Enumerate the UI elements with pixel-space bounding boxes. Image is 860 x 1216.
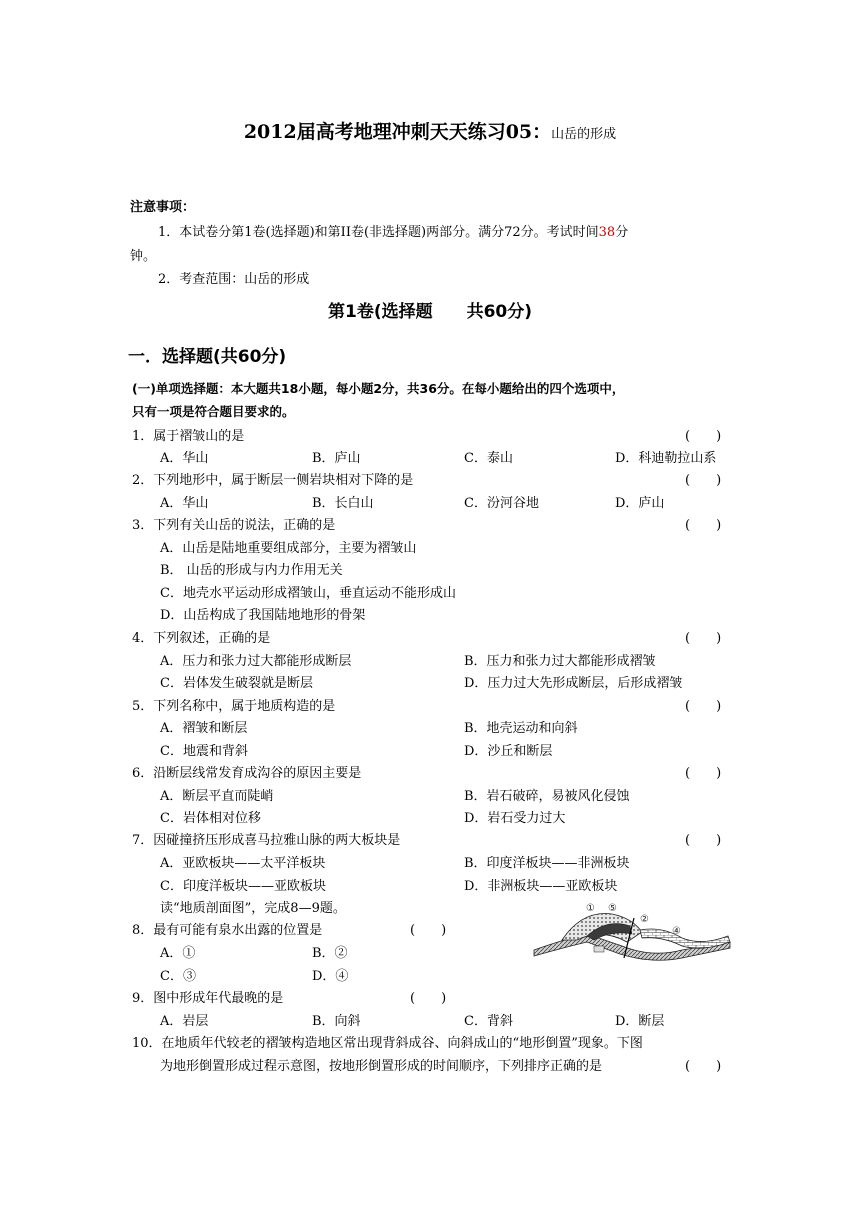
q5-option-a: A．褶皱和断层	[160, 721, 248, 736]
title-sub: 山岳的形成	[551, 127, 617, 142]
notice-line-1-cont: 钟。	[130, 249, 157, 264]
notice-line-1-text: 1．本试卷分第1卷(选择题)和第II卷(非选择题)两部分。满分72分。考试时间	[158, 225, 599, 240]
label-5: ⑤	[608, 903, 617, 914]
title-main: 2012届高考地理冲刺天天练习05：	[243, 121, 552, 143]
q3-stem: 3．下列有关山岳的说法，正确的是	[132, 518, 336, 533]
q8-option-c: C．③	[160, 969, 196, 984]
exam-minutes: 38	[598, 225, 616, 240]
q8-answer-blank: ( )	[410, 923, 447, 938]
q6-answer-blank: ( )	[685, 766, 722, 781]
q3-answer-blank: ( )	[685, 518, 722, 533]
read-instruction: 读“地质剖面图”，完成8—9题。	[160, 901, 346, 916]
q4-option-b: B．压力和张力过大都能形成褶皱	[464, 654, 656, 669]
q6-option-c: C．岩体相对位移	[160, 811, 261, 826]
q2-stem: 2．下列地形中，属于断层一侧岩块相对下降的是	[132, 473, 414, 488]
label-4: ④	[672, 926, 681, 937]
q10-line-2: 为地形倒置形成过程示意图，按地形倒置形成的时间顺序，下列排序正确的是	[160, 1059, 603, 1074]
q1-stem: 1．属于褶皱山的是	[132, 429, 245, 444]
notice-line-2: 2．考查范围：山岳的形成	[158, 272, 310, 287]
q6-stem: 6．沿断层线常发育成沟谷的原因主要是	[132, 766, 362, 781]
q7-stem: 7．因碰撞挤压形成喜马拉雅山脉的两大板块是	[132, 833, 401, 848]
q9-option-a: A．岩层	[160, 1014, 209, 1029]
q5-answer-blank: ( )	[685, 699, 722, 714]
q4-stem: 4．下列叙述，正确的是	[132, 631, 271, 646]
notice-heading: 注意事项：	[130, 200, 196, 215]
q8-option-a: A．①	[160, 946, 196, 961]
q7-option-c: C．印度洋板块——亚欧板块	[160, 879, 326, 894]
q8-option-b: B．②	[312, 946, 348, 961]
q9-option-d: D．断层	[615, 1014, 665, 1029]
q3-option-b: B． 山岳的形成与内力作用无关	[160, 563, 343, 578]
q6-option-a: A．断层平直而陡峭	[160, 789, 274, 804]
instructions-line-2: 只有一项是符合题目要求的。	[132, 404, 295, 419]
q9-stem: 9．图中形成年代最晚的是	[132, 991, 284, 1006]
q3-option-a: A．山岳是陆地重要组成部分，主要为褶皱山	[160, 541, 417, 556]
q7-option-a: A．亚欧板块——太平洋板块	[160, 856, 326, 871]
q3-option-d: D．山岳构成了我国陆地地形的骨架	[160, 608, 366, 623]
q6-option-d: D．岩石受力过大	[464, 811, 566, 826]
q5-option-d: D．沙丘和断层	[464, 744, 553, 759]
geologic-profile-figure	[532, 900, 732, 962]
q1-answer-blank: ( )	[685, 429, 722, 444]
q9-option-c: C．背斜	[464, 1014, 513, 1029]
q10-answer-blank: ( )	[685, 1059, 722, 1074]
label-1: ①	[586, 903, 595, 914]
q5-stem: 5．下列名称中，属于地质构造的是	[132, 699, 336, 714]
q4-option-c: C．岩体发生破裂就是断层	[160, 676, 313, 691]
syncline-layer	[640, 929, 730, 948]
q7-option-b: B．印度洋板块——非洲板块	[464, 856, 630, 871]
q5-option-c: C．地震和背斜	[160, 744, 248, 759]
q1-option-c: C．泰山	[464, 451, 513, 466]
q4-answer-blank: ( )	[685, 631, 722, 646]
q1-option-d: D．科迪勒拉山系	[615, 451, 717, 466]
q2-option-b: B．长白山	[312, 496, 374, 511]
label-2: ②	[640, 914, 649, 925]
section-title: 一．选择题(共60分)	[128, 347, 287, 367]
q4-option-d: D．压力过大先形成断层，后形成褶皱	[464, 676, 683, 691]
q2-option-d: D．庐山	[615, 496, 665, 511]
q2-option-a: A．华山	[160, 496, 209, 511]
q1-option-b: B．庐山	[312, 451, 361, 466]
notice-line-1-unit: 分	[615, 225, 629, 240]
figure-label-box	[594, 946, 604, 952]
q8-stem: 8．最有可能有泉水出露的位置是	[132, 923, 323, 938]
q2-option-c: C．汾河谷地	[464, 496, 539, 511]
notice-line-1	[158, 221, 628, 240]
page-title	[0, 117, 860, 144]
q9-option-b: B．向斜	[312, 1014, 361, 1029]
volume-title: 第1卷(选择题 共60分)	[327, 302, 533, 322]
q8-option-d: D．④	[312, 969, 349, 984]
q6-option-b: B．岩石破碎，易被风化侵蚀	[464, 789, 630, 804]
q1-option-a: A．华山	[160, 451, 209, 466]
q9-answer-blank: ( )	[410, 991, 447, 1006]
q7-option-d: D．非洲板块——亚欧板块	[464, 879, 618, 894]
instructions-line-1: (一)单项选择题：本大题共18小题，每小题2分，共36分。在每小题给出的四个选项中，	[132, 381, 625, 396]
q3-option-c: C．地壳水平运动形成褶皱山，垂直运动不能形成山	[160, 586, 456, 601]
q2-answer-blank: ( )	[685, 473, 722, 488]
q5-option-b: B．地壳运动和向斜	[464, 721, 578, 736]
q4-option-a: A．压力和张力过大都能形成断层	[160, 654, 352, 669]
q7-answer-blank: ( )	[685, 833, 722, 848]
q10-line-1: 10．在地质年代较老的褶皱构造地区常出现背斜成谷、向斜成山的“地形倒置”现象。下图	[132, 1036, 643, 1051]
